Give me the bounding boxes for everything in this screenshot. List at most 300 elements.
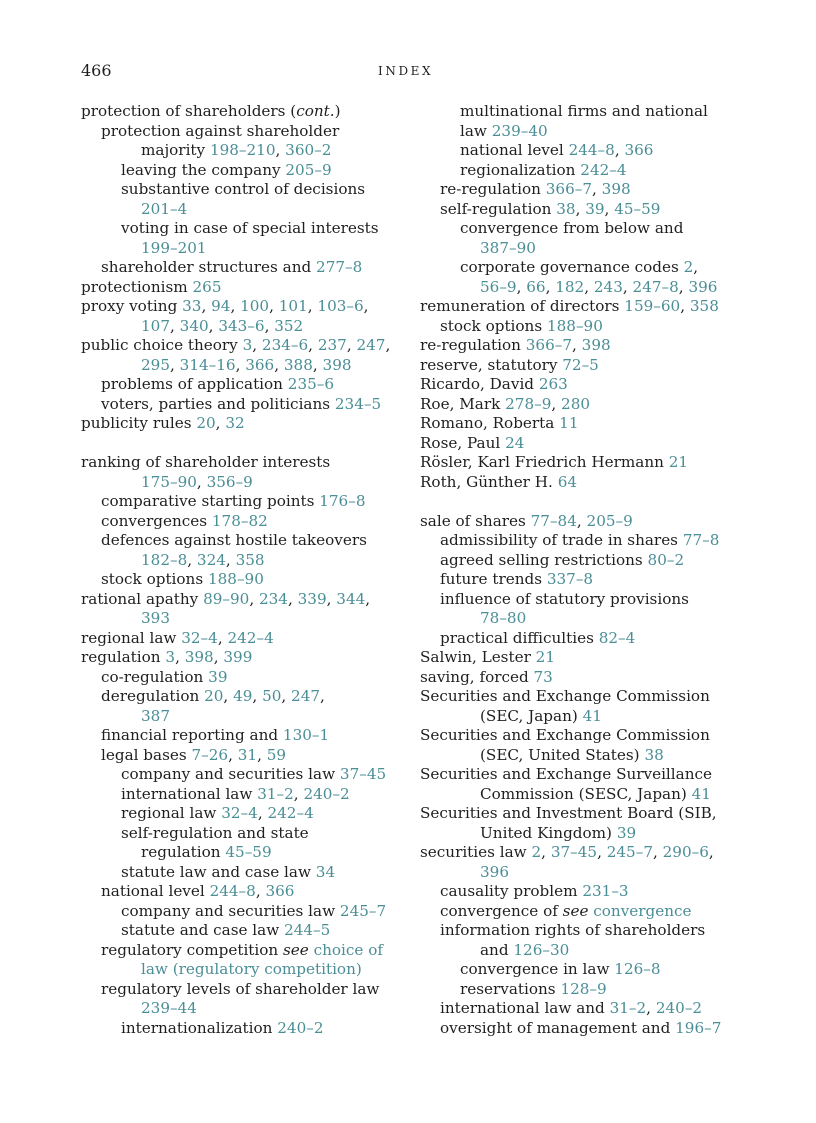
page-reference-link[interactable]: 352 — [274, 316, 304, 335]
page-reference-link[interactable]: 3 — [165, 648, 176, 666]
entry-text: sale of shares — [420, 511, 531, 530]
entry-text: , — [255, 882, 266, 900]
page-reference-link[interactable]: 277–8 — [316, 258, 363, 276]
index-entry — [81, 278, 399, 298]
entry-text: , — [170, 316, 180, 335]
page-reference-link[interactable]: 196–7 — [675, 1018, 722, 1037]
entry-text: leaving the company — [121, 160, 286, 179]
entry-text: , — [223, 687, 234, 705]
page-reference-link[interactable]: 239–40 — [491, 121, 548, 140]
page-reference-link[interactable]: convergence — [593, 901, 692, 920]
index-subentry — [81, 668, 399, 688]
entry-text: , — [326, 589, 337, 608]
entry-text: protection against shareholder — [101, 121, 340, 140]
index-entry — [420, 395, 750, 415]
page-reference-link[interactable]: 78–80 — [480, 609, 527, 627]
page-reference-link[interactable]: 244–5 — [284, 921, 331, 939]
index-subentry — [420, 258, 750, 278]
index-entry — [420, 512, 750, 532]
page-reference-link[interactable]: 130–1 — [282, 726, 330, 744]
entry-text: causality problem — [440, 882, 583, 900]
index-subentry — [81, 141, 399, 161]
index-entry — [420, 297, 750, 317]
page-reference-link[interactable]: 182 — [555, 277, 585, 296]
page-reference-link[interactable]: 41 — [691, 784, 711, 803]
entry-text: , — [269, 297, 279, 315]
page-reference-link[interactable]: 239–44 — [141, 999, 197, 1017]
page-reference-link[interactable]: 263 — [538, 375, 568, 393]
page-reference-link[interactable]: 32 — [225, 414, 245, 432]
index-subentry — [420, 531, 750, 551]
page-reference-link[interactable]: 178–82 — [211, 511, 268, 530]
page-reference-link[interactable]: 159–60 — [624, 297, 681, 315]
index-subentry — [420, 180, 750, 200]
index-subentry — [420, 317, 750, 337]
index-subentry — [420, 863, 750, 883]
page-reference-link[interactable]: 387–90 — [480, 238, 536, 257]
page-reference-link[interactable]: 398 — [601, 180, 631, 198]
index-entry — [81, 453, 399, 473]
entry-text: agreed selling restrictions — [440, 550, 648, 569]
index-subentry — [81, 375, 399, 395]
entry-text: , — [576, 511, 587, 530]
page-reference-link[interactable]: 66 — [526, 277, 546, 296]
index-subentry — [81, 726, 399, 746]
page-reference-link[interactable]: 231–3 — [582, 882, 629, 900]
page-reference-link[interactable]: 324 — [196, 550, 226, 569]
page-reference-link[interactable]: 366 — [245, 355, 275, 374]
page-reference-link[interactable]: 32–4 — [181, 628, 218, 647]
entry-text: , — [213, 648, 224, 666]
entry-text: remuneration of directors — [420, 297, 625, 315]
entry-text: regulation — [81, 648, 166, 666]
index-subentry — [420, 239, 750, 259]
entry-text: , — [170, 355, 180, 374]
entry-text: majority — [141, 141, 210, 159]
entry-text: reserve, statutory — [420, 355, 563, 374]
index-subentry — [81, 804, 399, 824]
entry-text: , — [217, 628, 228, 647]
entry-text: , — [385, 336, 391, 354]
index-subentry — [81, 317, 399, 337]
index-subentry — [81, 122, 399, 142]
page-reference-link[interactable]: 31 — [237, 745, 258, 764]
entry-text: , — [215, 414, 226, 432]
page-reference-link[interactable]: 38 — [556, 199, 576, 218]
page-reference-link[interactable]: 398 — [322, 355, 352, 374]
entry-text: , — [201, 297, 212, 315]
page-reference-link[interactable]: 11 — [559, 414, 579, 432]
page-reference-link[interactable]: 3 — [242, 336, 253, 354]
index-subentry — [81, 395, 399, 415]
entry-text: statute and case law — [121, 921, 285, 939]
page-reference-link[interactable]: 41 — [582, 706, 602, 725]
page-reference-link[interactable]: 240–2 — [655, 999, 703, 1017]
page-reference-link[interactable]: 295 — [141, 355, 170, 374]
entry-text: company and securities law — [121, 765, 340, 783]
page-reference-link[interactable]: law (regulatory competition) — [141, 960, 362, 978]
page-reference-link[interactable]: 73 — [533, 667, 553, 686]
index-subentry — [81, 1019, 399, 1039]
page-reference-link[interactable]: 366 — [265, 882, 295, 900]
entry-text: proxy voting — [81, 297, 183, 315]
entry-text: , — [346, 336, 357, 354]
entry-text: national level — [460, 141, 569, 159]
page-reference-link[interactable]: 240–2 — [303, 784, 350, 803]
index-entry — [420, 375, 750, 395]
page-reference-link[interactable]: 388 — [283, 355, 313, 374]
entry-text: statute law and case law — [121, 862, 316, 881]
index-subentry — [81, 570, 399, 590]
index-subentry — [81, 687, 399, 707]
page-reference-link[interactable]: 247–8 — [632, 277, 679, 296]
page-reference-link[interactable]: 182–8 — [141, 550, 188, 569]
entry-text: , — [614, 141, 625, 159]
page-reference-link[interactable]: 31–2 — [609, 999, 647, 1017]
index-subentry — [81, 882, 399, 902]
entry-text: , — [281, 687, 292, 705]
entry-text: , — [652, 843, 663, 861]
entry-text: substantive control of decisions — [121, 180, 366, 198]
page-reference-link[interactable]: 94 — [211, 297, 231, 315]
page-reference-link[interactable]: 393 — [141, 609, 170, 627]
entry-text: Roth, Günther H. — [420, 472, 558, 491]
page-reference-link[interactable]: 80–2 — [647, 550, 685, 569]
index-subentry — [420, 746, 750, 766]
page-reference-link[interactable]: 290–6 — [662, 843, 709, 861]
index-entry — [81, 414, 399, 434]
entry-text: , — [312, 355, 323, 374]
page-reference-link[interactable]: 387 — [141, 706, 170, 725]
index-subentry — [420, 161, 750, 181]
page-reference-link[interactable]: 245–7 — [606, 843, 653, 861]
page-reference-link[interactable]: 126–8 — [614, 960, 661, 978]
page-reference-link[interactable]: 396 — [688, 277, 718, 296]
page-reference-link[interactable]: 45–59 — [614, 199, 661, 218]
entry-text: shareholder structures and — [101, 258, 317, 276]
index-subentry — [420, 200, 750, 220]
index-entry — [420, 843, 750, 863]
entry-text: , — [228, 745, 238, 764]
entry-text: Securities and Exchange Commission — [420, 687, 710, 705]
page-reference-link[interactable]: 103–6 — [317, 297, 364, 315]
page-reference-link[interactable]: 188–90 — [207, 570, 264, 588]
page-reference-link[interactable]: 126–30 — [513, 940, 570, 959]
index-subentry — [420, 609, 750, 629]
entry-text: internationalization — [121, 1018, 278, 1037]
page-reference-link[interactable]: 339 — [297, 589, 327, 608]
entry-text: protectionism — [81, 277, 193, 296]
page-reference-link[interactable]: 366–7 — [545, 180, 593, 198]
index-subentry — [420, 785, 750, 805]
entry-text: public choice theory — [81, 336, 243, 354]
page-reference-link[interactable]: 242–4 — [267, 804, 314, 822]
entry-text: voting in case of special interests — [121, 219, 379, 237]
page-reference-link[interactable]: 176–8 — [319, 492, 366, 510]
entry-text: , — [293, 784, 304, 803]
page-reference-link[interactable]: 77–84 — [530, 511, 577, 530]
entry-text: , — [584, 277, 594, 296]
page-reference-link[interactable]: 242–4 — [227, 628, 274, 647]
entry-text: , — [208, 316, 219, 335]
page-reference-link[interactable]: 175–90 — [141, 472, 197, 491]
index-entry — [81, 297, 399, 317]
entry-text: Rose, Paul — [420, 433, 506, 452]
page-reference-link[interactable]: 201–4 — [141, 199, 188, 218]
index-subentry — [420, 902, 750, 922]
page-reference-link[interactable]: 59 — [266, 745, 287, 764]
page-reference-link[interactable]: 396 — [480, 862, 509, 881]
page-reference-link[interactable]: 2 — [531, 843, 542, 861]
page-reference-link[interactable]: 101 — [278, 297, 308, 315]
page-reference-link[interactable]: 89–90 — [203, 589, 250, 608]
entry-text: Securities and Exchange Commission — [420, 726, 710, 744]
page-reference-link[interactable]: 39 — [585, 199, 605, 218]
entry-text: , — [187, 550, 197, 569]
index-subentry — [81, 200, 399, 220]
page-reference-link[interactable]: 50 — [262, 687, 282, 705]
page-reference-link[interactable]: 107 — [141, 316, 170, 335]
entry-text: ranking of shareholder interests — [81, 453, 331, 471]
index-subentry — [81, 980, 399, 1000]
page-reference-link[interactable]: 337–8 — [546, 570, 594, 588]
entry-text: Securities and Exchange Surveillance — [420, 765, 712, 783]
page-reference-link[interactable]: 234 — [258, 589, 288, 608]
index-subentry — [81, 765, 399, 785]
page-reference-link[interactable]: 398 — [581, 336, 611, 354]
page-reference-link[interactable]: 45–59 — [225, 843, 272, 861]
entry-text: Roe, Mark — [420, 394, 506, 413]
page-reference-link[interactable]: 188–90 — [546, 316, 603, 335]
page-reference-link[interactable]: 399 — [223, 648, 253, 666]
entry-text: rational apathy — [81, 589, 204, 608]
index-subentry — [81, 551, 399, 571]
entry-text: (SEC, Japan) — [480, 706, 583, 725]
index-subentry — [81, 258, 399, 278]
page-reference-link[interactable]: 32–4 — [221, 804, 258, 822]
page-reference-link[interactable]: 205–9 — [586, 511, 633, 530]
entry-text: , — [230, 297, 241, 315]
entry-text: law — [460, 121, 492, 140]
page-reference-link[interactable]: 198–210 — [209, 141, 276, 159]
page-reference-link[interactable]: 247 — [291, 687, 321, 705]
page-reference-link[interactable]: 242–4 — [580, 160, 627, 179]
page-reference-link[interactable]: 244–8 — [568, 141, 615, 159]
entry-text: , — [307, 297, 318, 315]
entry-text: United Kingdom) — [480, 823, 617, 842]
entry-text: influence of statutory provisions — [440, 589, 689, 608]
entry-text: financial reporting and — [101, 726, 283, 744]
page-reference-link[interactable]: 265 — [192, 277, 222, 296]
page-reference-link[interactable]: 199–201 — [141, 238, 207, 257]
entry-text: Romano, Roberta — [420, 414, 560, 432]
page-reference-link[interactable]: 366 — [624, 141, 654, 159]
entry-text: defences against hostile takeovers — [101, 531, 367, 549]
entry-text: , — [575, 199, 586, 218]
page-reference-link[interactable]: 82–4 — [598, 628, 636, 647]
entry-text: admissibility of trade in shares — [440, 531, 683, 549]
page-reference-link[interactable]: 21 — [535, 648, 555, 666]
page-reference-link[interactable]: 128–9 — [560, 979, 607, 998]
page-reference-link[interactable]: 205–9 — [285, 160, 332, 179]
entry-text: , — [252, 687, 263, 705]
entry-text: convergence from below and — [460, 219, 684, 237]
entry-text: , — [604, 199, 615, 218]
index-subentry — [81, 960, 399, 980]
page-reference-link[interactable]: 77–8 — [682, 531, 720, 549]
page-reference-link[interactable]: 366–7 — [525, 336, 573, 354]
entry-text: , — [363, 297, 369, 315]
entry-text: re-regulation — [420, 336, 526, 354]
index-subentry — [81, 512, 399, 532]
entry-text: , — [257, 804, 268, 822]
page-reference-link[interactable]: 344 — [336, 589, 366, 608]
entry-text: , — [365, 589, 371, 608]
index-entry — [420, 804, 750, 824]
entry-text: , — [264, 316, 275, 335]
entry-text: , — [308, 336, 318, 354]
entry-text: protection of shareholders ( — [81, 102, 297, 120]
index-entry — [420, 687, 750, 707]
index-subentry — [81, 219, 399, 239]
page-reference-link[interactable]: 7–26 — [191, 745, 229, 764]
section-gap — [420, 492, 750, 512]
italic-text: see — [562, 901, 589, 920]
entry-text: information rights of shareholders — [440, 921, 706, 939]
page-reference-link[interactable]: 343–6 — [218, 316, 265, 335]
index-subentry — [420, 278, 750, 298]
page-reference-link[interactable]: 34 — [315, 862, 336, 881]
index-entry — [420, 648, 750, 668]
index-entry — [420, 356, 750, 376]
page-reference-link[interactable]: 33 — [182, 297, 202, 315]
page-reference-link[interactable]: 360–2 — [285, 141, 332, 159]
page-reference-link[interactable]: 20 — [204, 687, 224, 705]
index-subentry — [420, 219, 750, 239]
index-subentry — [81, 824, 399, 844]
page-reference-link[interactable]: 72–5 — [562, 355, 599, 374]
entry-text: legal bases — [101, 745, 192, 764]
page-reference-link[interactable]: 278–9 — [505, 394, 552, 413]
entry-text: , — [551, 394, 562, 413]
page-reference-link[interactable]: 37–45 — [339, 765, 387, 783]
entry-text: , — [708, 843, 714, 861]
index-entry — [420, 726, 750, 746]
index-entry — [420, 453, 750, 473]
page-reference-link[interactable]: 49 — [233, 687, 253, 705]
entry-text: convergences — [101, 511, 212, 530]
page-reference-link[interactable]: 245–7 — [339, 901, 387, 920]
page-reference-link[interactable]: 398 — [184, 648, 214, 666]
page-reference-link[interactable]: 358 — [235, 550, 265, 569]
page-reference-link[interactable]: 237 — [317, 336, 347, 354]
entry-text: stock options — [440, 316, 547, 335]
index-entry — [420, 765, 750, 785]
index-subentry — [420, 999, 750, 1019]
page-reference-link[interactable]: 64 — [557, 472, 578, 491]
index-subentry — [420, 960, 750, 980]
page-reference-link[interactable]: 39 — [616, 823, 637, 842]
page-reference-link[interactable]: 100 — [240, 297, 270, 315]
page-reference-link[interactable]: 243 — [593, 277, 623, 296]
index-subentry — [81, 492, 399, 512]
index-subentry — [81, 843, 399, 863]
entry-text: self-regulation and state — [121, 823, 309, 842]
index-subentry — [81, 161, 399, 181]
index-subentry — [81, 785, 399, 805]
entry-text: Ricardo, David — [420, 375, 539, 393]
index-subentry — [420, 590, 750, 610]
entry-text: co-regulation — [101, 667, 209, 686]
entry-text: practical difficulties — [440, 628, 599, 647]
index-subentry — [81, 921, 399, 941]
page-reference-link[interactable]: 240–2 — [277, 1018, 324, 1037]
page-reference-link[interactable]: 280 — [561, 394, 591, 413]
entry-text: convergence in law — [460, 960, 615, 978]
page-reference-link[interactable]: 340 — [179, 316, 209, 335]
page-reference-link[interactable]: 20 — [196, 414, 216, 432]
page-reference-link[interactable]: 24 — [505, 433, 525, 452]
entry-text: future trends — [440, 570, 547, 588]
page-reference-link[interactable]: 21 — [668, 453, 689, 471]
entry-text: publicity rules — [81, 414, 197, 432]
entry-text: , — [592, 180, 602, 198]
index-column-left — [81, 102, 399, 1038]
entry-text: , — [646, 999, 656, 1017]
page-reference-link[interactable]: 39 — [208, 667, 228, 686]
page-reference-link[interactable]: choice of — [313, 940, 383, 959]
entry-text: regulatory levels of shareholder law — [101, 979, 380, 998]
index-subentry — [420, 122, 750, 142]
entry-text: ) — [334, 102, 341, 120]
section-gap — [81, 434, 399, 454]
index-entry — [81, 590, 399, 610]
page-reference-link[interactable]: 358 — [689, 297, 719, 315]
index-subentry — [420, 1019, 750, 1039]
index-entry — [420, 473, 750, 493]
index-entry — [81, 648, 399, 668]
page-reference-link[interactable]: 234–5 — [334, 394, 382, 413]
entry-text: stock options — [101, 570, 208, 588]
index-entry — [81, 336, 399, 356]
page-reference-link[interactable]: 235–6 — [287, 375, 335, 393]
index-subentry — [420, 980, 750, 1000]
index-subentry — [81, 356, 399, 376]
page-reference-link[interactable]: 314–16 — [179, 355, 236, 374]
page-reference-link[interactable]: 56–9 — [480, 277, 517, 296]
entry-text: deregulation — [101, 687, 205, 705]
entry-text: regional law — [121, 804, 222, 822]
entry-text: saving, forced — [420, 667, 534, 686]
entry-text: , — [680, 297, 690, 315]
entry-text: , — [693, 258, 699, 276]
page-reference-link[interactable]: 356–9 — [206, 472, 253, 491]
entry-text: , — [287, 589, 298, 608]
page-reference-link[interactable]: 234–6 — [261, 336, 309, 354]
page-reference-link[interactable]: 38 — [644, 745, 664, 764]
entry-text: , — [678, 277, 689, 296]
entry-text: , — [572, 336, 582, 354]
index-subentry — [81, 941, 399, 961]
page-reference-link[interactable]: 244–8 — [209, 882, 256, 900]
page-reference-link[interactable]: 2 — [683, 258, 694, 276]
page-reference-link[interactable]: 37–45 — [550, 843, 598, 861]
italic-text: cont. — [296, 102, 335, 120]
page-reference-link[interactable]: 31–2 — [257, 784, 294, 803]
index-subentry — [81, 531, 399, 551]
page-reference-link[interactable]: 247 — [356, 336, 386, 354]
entry-text: , — [235, 355, 246, 374]
